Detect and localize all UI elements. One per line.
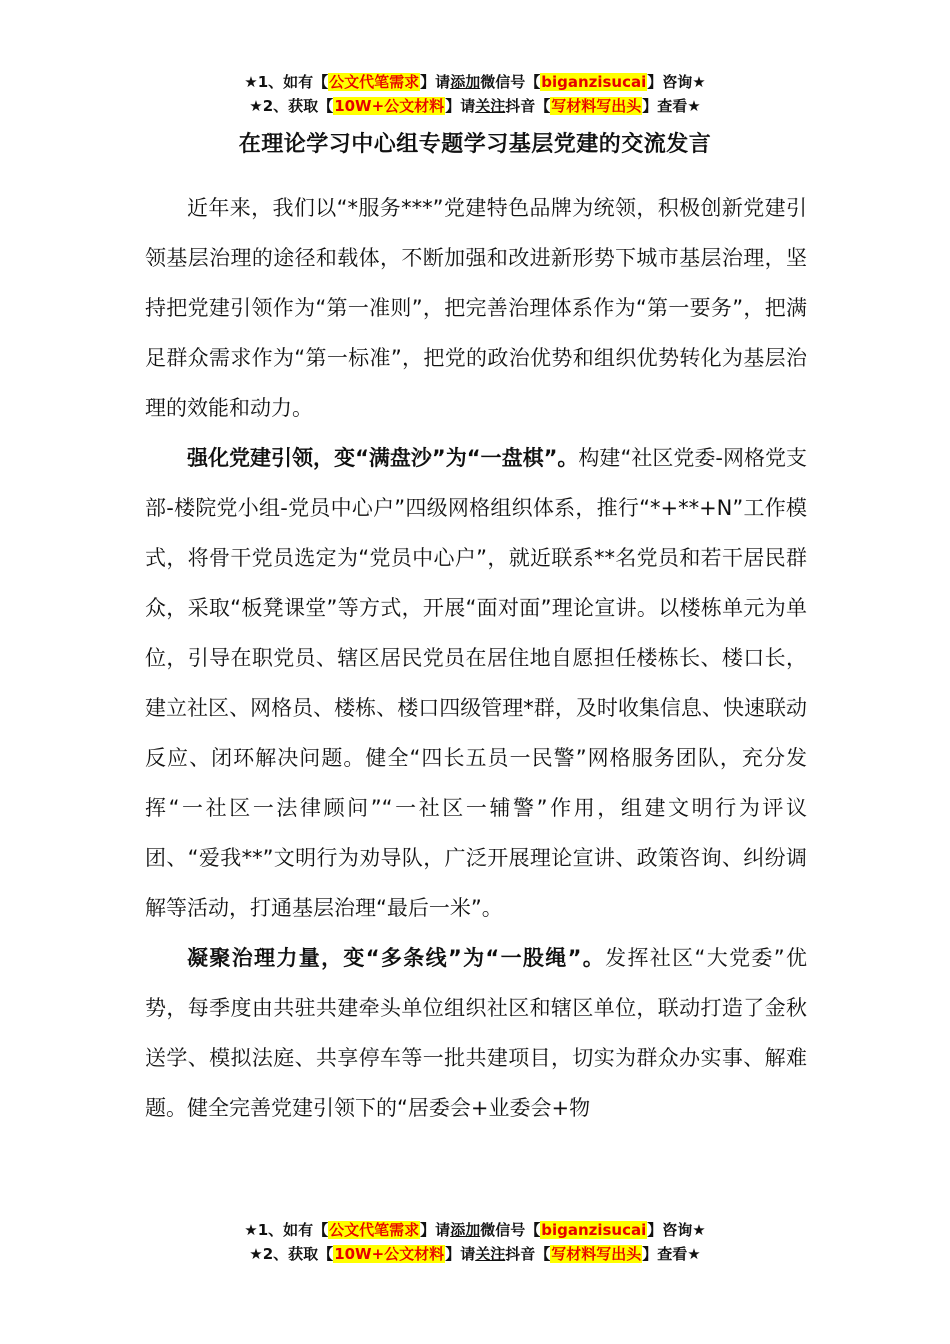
- promo-text: 】查看★: [642, 1245, 701, 1263]
- underlined-text: 关注: [475, 97, 506, 115]
- promo-text: 抖音【: [505, 97, 551, 115]
- paragraph-text: 发挥社区“大党委”优势，每季度由共驻共建牵头单位组织社区和辖区单位，联动打造了金秋送学、模拟法庭、共享停车等一批共建项目，切实为群众办实事、解难题。健全完善党建引领下的“居委会+业委会+物: [145, 946, 807, 1120]
- promo-header: [0, 70, 950, 118]
- paragraph-heading: 凝聚治理力量，变“多条线”为“一股绳”。: [187, 946, 606, 970]
- promo-text: ★2、获取【: [249, 97, 334, 115]
- promo-text: 】请: [420, 73, 451, 91]
- wechat-id: biganzisucai: [541, 73, 647, 91]
- promo-text: 微信号【: [480, 1221, 541, 1239]
- highlight-text: 10W+公文材料: [334, 97, 445, 115]
- promo-text: 抖音【: [505, 1245, 551, 1263]
- promo-footer: [0, 1218, 950, 1266]
- promo-text: ★1、如有【: [244, 1221, 329, 1239]
- promo-text: 】咨询★: [647, 73, 706, 91]
- highlight-text: 公文代笔需求: [329, 73, 420, 91]
- document-body: [145, 183, 807, 1133]
- promo-text: 】请: [420, 1221, 451, 1239]
- promo-text: ★2、获取【: [249, 1245, 334, 1263]
- promo-text: 】请: [445, 1245, 476, 1263]
- promo-line-1: [0, 1218, 950, 1242]
- promo-text: 】咨询★: [647, 1221, 706, 1239]
- promo-text: 】请: [445, 97, 476, 115]
- highlight-text: 10W+公文材料: [334, 1245, 445, 1263]
- paragraph-party-leadership: [145, 433, 807, 933]
- document-title: 在理论学习中心组专题学习基层党建的交流发言: [238, 132, 712, 157]
- promo-line-2: [0, 94, 950, 118]
- paragraph-governance-forces: [145, 933, 807, 1133]
- promo-text: 微信号【: [480, 73, 541, 91]
- paragraph-text: 构建“社区党委-网格党支部-楼院党小组-党员中心户”四级网格组织体系，推行“*+**+N”工作模式，将骨干党员选定为“党员中心户”，就近联系**名党员和若干居民群众，采取“板凳课堂”等方式，开展“面对面”理论宣讲。以楼栋单元为单位，引导在职党员、辖区居民党员在居住地自愿担任楼栋长、楼口长，建立社区、网格员、楼栋、楼口四级管理*群，及时收集信息、快速联动反应、闭环解决问题。健全“四长五员一民警”网格服务团队，充分发挥“一社区一法律顾问”“一社区一辅警”作用，组建文明行为评议团、“爱我**”文明行为劝导队，广泛开展理论宣讲、政策咨询、纠纷调解等活动，打通基层治理“最后一米”。: [145, 446, 807, 920]
- promo-line-2: [0, 1242, 950, 1266]
- promo-line-1: [0, 70, 950, 94]
- highlight-text: 公文代笔需求: [329, 1221, 420, 1239]
- paragraph-intro: 近年来，我们以“*服务***”党建特色品牌为统领，积极创新党建引领基层治理的途径和载体，不断加强和改进新形势下城市基层治理，坚持把党建引领作为“第一准则”，把完善治理体系作为“第一要务”，把满足群众需求作为“第一标准”，把党的政治优势和组织优势转化为基层治理的效能和动力。: [145, 196, 807, 420]
- paragraph-heading: 强化党建引领，变“满盘沙”为“一盘棋”。: [187, 446, 579, 470]
- wechat-id: biganzisucai: [541, 1221, 647, 1239]
- underlined-text: 添加: [450, 1221, 481, 1239]
- douyin-account: 写材料写出头: [551, 1245, 642, 1263]
- underlined-text: 添加: [450, 73, 481, 91]
- promo-text: ★1、如有【: [244, 73, 329, 91]
- promo-text: 】查看★: [642, 97, 701, 115]
- douyin-account: 写材料写出头: [551, 97, 642, 115]
- underlined-text: 关注: [475, 1245, 506, 1263]
